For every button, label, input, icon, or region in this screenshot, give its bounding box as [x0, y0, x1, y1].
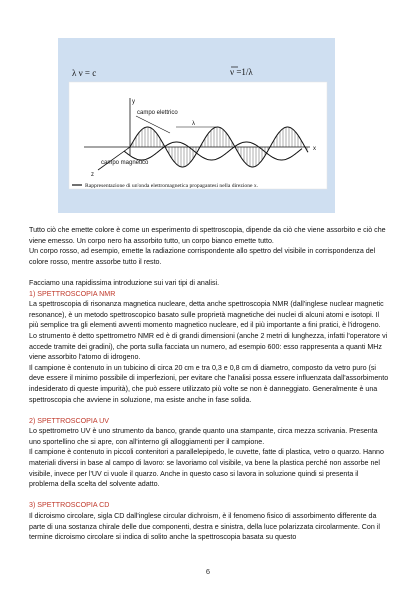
paragraph: Il campione è contenuto in piccoli contenitori a parallelepipedo, le cuvette, fatte di plastica, vetro o quarzo. Hanno materiali diversi in base al campo di lavoro: se lavoriamo col visibile, va bene la plastica perché non assorbe nel visibile, invece per l'UV ci vuole il quarzo. Anche in questo caso si lavora in soluzione quindi si presenta il problema della scelta del solvente adatto.	[29, 448, 384, 489]
diagram-panel	[69, 82, 327, 189]
paragraph: Facciamo una rapidissima introduzione sui vari tipi di analisi.	[29, 278, 220, 287]
paragraph: Il dicroismo circolare, sigla CD dall'inglese circular dichroism, è il fenomeno fisico di assorbimento differente da parte di una sostanza chirale delle due componenti, destra e sinistra, della luce polarizzata circolarmente. Con il termine dicroismo circolare si indica di solito anche la spettroscopia basata su questo	[29, 512, 380, 542]
paragraph: Lo strumento è detto spettrometro NMR ed è di grandi dimensioni (anche 2 metri di lunghezza, infatti l'operatore vi accede tramite dei gradini), che porta sulla facciata un numero, ad esempio 600: esso rappresenta a quanti MHz viene assorbito l'atomo di idrogeno.	[29, 331, 388, 362]
body-text	[29, 225, 389, 543]
em-wave-figure	[58, 38, 335, 213]
label-y: y	[132, 99, 135, 105]
label-lambda: λ	[192, 121, 195, 127]
page-number: 6	[205, 567, 211, 576]
section-heading-uv: 2) SPETTROSCOPIA UV	[29, 416, 110, 425]
formula-left: λ ν = c	[72, 68, 97, 78]
label-x: x	[313, 146, 316, 152]
label-electric: campo elettrico	[137, 110, 178, 116]
em-wave-diagram	[58, 38, 335, 213]
paragraph: La spettroscopia di risonanza magnetica nucleare, detta anche spettroscopia NMR (dall'inglese nuclear magnetic resonance), è un metodo spettroscopico basato sulle proprietà magnetiche dei nuclei di alcuni atomi e isotopi. Il più semplice tra gli elementi avventi momento magnetico nucleare, ed il più importante a fini pratici, è l'idrogeno.	[29, 300, 384, 330]
paragraph: Il campione è contenuto in un tubicino di circa 20 cm e tra 0,3 e 0,8 cm di diametro, composto da vetro puro (si deve essere il minimo possibile di imperfezioni, per evitare che l'analisi possa essere influenzata dall'assorbimento indesiderato di queste impurità), che può essere utilizzato più volte se non è danneggiato. Generalmente è una spettroscopia che avviene in soluzione, ma esiste anche in fase solida.	[29, 363, 389, 404]
blank-line	[29, 405, 389, 416]
paragraph: Un corpo rosso, ad esempio, emette la radiazione corrispondente allo spettro del visibile in corrispondenza del colore rosso, mentre assorbe tutto il resto.	[29, 247, 376, 266]
label-z: z	[91, 172, 94, 178]
blank-line	[29, 267, 389, 278]
formula-right: ν =1/λ	[230, 67, 253, 77]
blank-line	[29, 490, 389, 501]
paragraph: Lo spettrometro UV è uno strumento da banco, grande quanto una stampante, circa mezza scrivania. Presenta uno sportellino che si apre, con all'interno gli alloggiamenti per il campione.	[29, 427, 378, 446]
label-magnetic: campo magnetico	[101, 160, 149, 166]
paragraph: Tutto ciò che emette colore è come un esperimento di spettroscopia, dipende da ciò che viene assorbito e ciò che viene emesso. Un corpo nero ha assorbito tutto, un corpo bianco emette tutto.	[29, 226, 386, 245]
section-heading-cd: 3) SPETTROSCOPIA CD	[29, 501, 110, 510]
section-heading-nmr: 1) SPETTROSCOPIA NMR	[29, 289, 116, 298]
figure-caption: Rappresentazione di un'onda elettromagnetica propagantesi nella direzione x.	[85, 183, 259, 189]
